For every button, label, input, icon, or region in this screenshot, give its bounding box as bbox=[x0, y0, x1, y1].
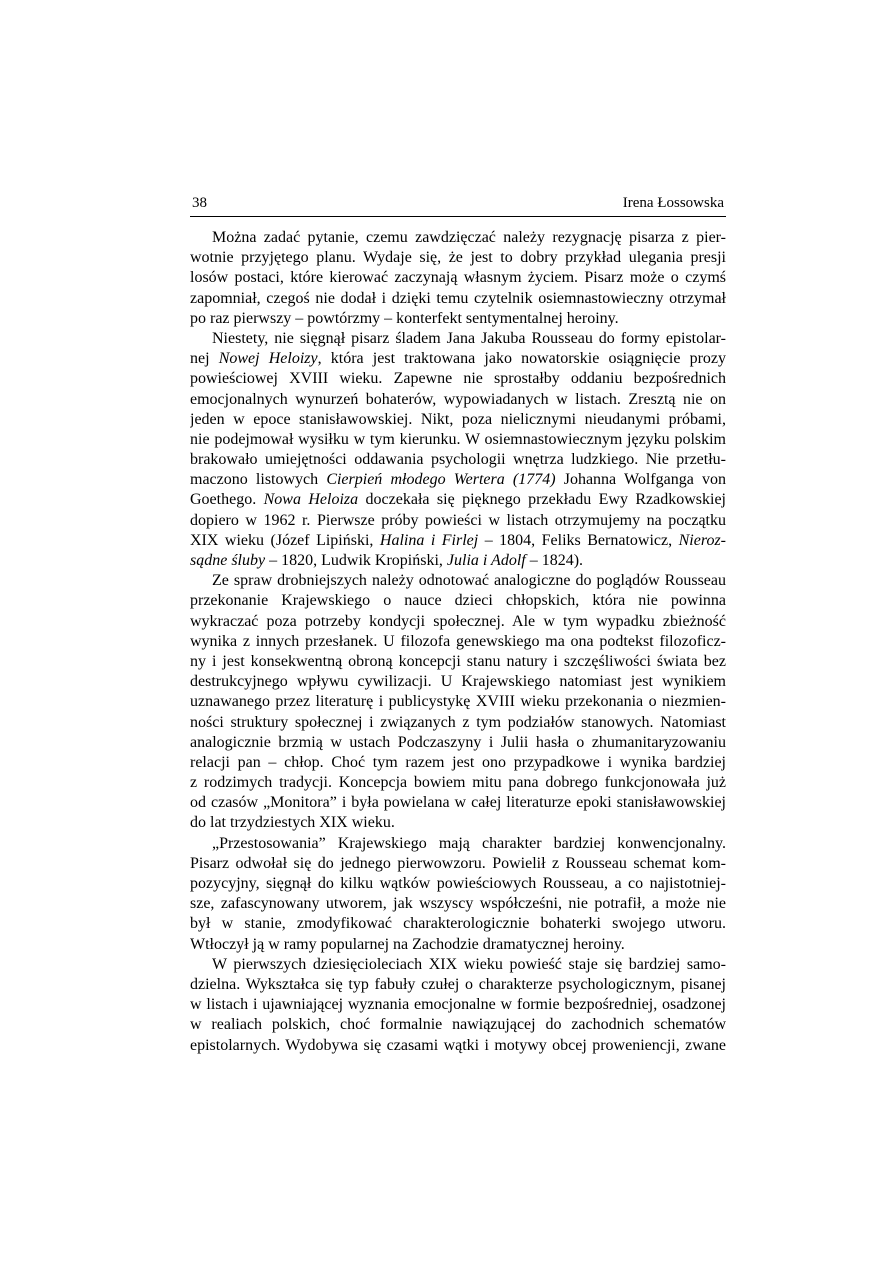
text-line: zapomniał, czegoś nie dodał i dzięki temu czytelnik osiemnastowieczny otrzymał bbox=[190, 289, 726, 307]
page-number: 38 bbox=[192, 195, 207, 211]
text-line: sądne śluby – 1820, Ludwik Kropiński, Julia i Adolf – 1824). bbox=[190, 552, 584, 569]
text-line: epistolarnych. Wydobywa się czasami wątki i motywy obcej proweniencji, zwane bbox=[190, 1036, 726, 1054]
text-line: uznawanego przez literaturę i publicystykę XVIII wieku przekonania o niezmien- bbox=[190, 693, 726, 711]
running-header bbox=[190, 194, 726, 217]
text-line: „Przestosowania” Krajewskiego mają charakter bardziej konwencjonalny. bbox=[212, 834, 726, 852]
text-line: w realiach polskich, choć formalnie nawiązującej do zachodnich schematów bbox=[190, 1016, 726, 1034]
body-text bbox=[190, 228, 726, 1056]
text-line: pozycyjny, sięgnął do kilku wątków powieściowych Rousseau, a co najistotniej- bbox=[190, 875, 726, 892]
text-line: wykraczać poza potrzeby kondycji społecznej. Ale w tym wypadku zbieżność bbox=[190, 612, 726, 630]
text-line: Pisarz odwołał się do jednego pierwowzoru. Powielił z Rousseau schemat kom- bbox=[190, 854, 726, 872]
text-line: Ze spraw drobniejszych należy odnotować analogiczne do poglądów Rousseau bbox=[212, 572, 726, 590]
text-line: maczono listowych Cierpień młodego Wertera (1774) Johanna Wolfganga von bbox=[190, 471, 726, 489]
text-line: od czasów „Monitora” i była powielana w całej literaturze epoki stanisławowskiej bbox=[190, 794, 726, 812]
text-line: Goethego. Nowa Heloiza doczekała się pięknego przekładu Ewy Rzadkowskiej bbox=[190, 491, 726, 509]
text-line: dopiero w 1962 r. Pierwsze próby powieści w listach otrzymujemy na początku bbox=[190, 511, 726, 529]
text-line: Niestety, nie sięgnął pisarz śladem Jana Jakuba Rousseau do formy epistolar- bbox=[212, 329, 726, 347]
text-line: sze, zafascynowany utworem, jak wszyscy współcześni, nie potrafił, a może nie bbox=[190, 895, 726, 913]
text-line: jeden w epoce stanisławowskiej. Nikt, poza nielicznymi nieudanymi próbami, bbox=[190, 410, 726, 428]
text-line: dzielna. Wykształca się typ fabuły czułej o charakterze psychologicznym, pisanej bbox=[190, 975, 726, 993]
text-line: emocjonalnych wynurzeń bohaterów, wypowiadanych w listach. Zresztą nie on bbox=[190, 390, 726, 408]
text-line: powieściowej XVIII wieku. Zapewne nie sprostałby oddaniu bezpośrednich bbox=[190, 370, 726, 388]
text-line: Można zadać pytanie, czemu zawdzięczać należy rezygnację pisarza z pier- bbox=[212, 229, 726, 246]
text-line: nie podejmował wysiłku w tym kierunku. W osiemnastowiecznym języku polskim bbox=[190, 430, 726, 448]
text-line: z rodzimych tradycji. Koncepcja bowiem mitu pana dobrego funkcjonowała już bbox=[190, 774, 726, 792]
text-line: do lat trzydziestych XIX wieku. bbox=[190, 814, 395, 832]
text-line: destrukcyjnego wpływu cywilizacji. U Krajewskiego natomiast jest wynikiem bbox=[190, 673, 726, 691]
running-head-author: Irena Łossowska bbox=[622, 195, 724, 211]
text-line: po raz pierwszy – powtórzmy – konterfekt sentymentalnej heroiny. bbox=[190, 309, 619, 327]
text-line: W pierwszych dziesięcioleciach XIX wieku powieść staje się bardziej samo- bbox=[212, 955, 726, 973]
text-line: losów postaci, które kierować zaczynają własnym życiem. Pisarz może o czymś bbox=[190, 269, 726, 287]
text-line: był w stanie, zmodyfikować charakterologicznie bohaterki swojego utworu. bbox=[190, 915, 726, 933]
text-line: wotnie przyjętego planu. Wydaje się, że jest to dobry przykład ulegania presji bbox=[190, 249, 726, 267]
text-line: analogicznie brzmią w ustach Podczaszyny i Julii hasła o zhumanitaryzowaniu bbox=[190, 733, 726, 751]
text-line: wynika z innych przesłanek. U filozofa genewskiego ma ona podtekst filozoficz- bbox=[190, 632, 726, 650]
text-line: przekonanie Krajewskiego o nauce dzieci chłopskich, która nie powinna bbox=[190, 592, 726, 610]
text-line: nej Nowej Heloizy, która jest traktowana jako nowatorskie osiągnięcie prozy bbox=[190, 350, 726, 368]
text-line: brakowało umiejętności oddawania psychologii wnętrza ludzkiego. Nie przetłu- bbox=[190, 451, 726, 469]
text-line: Wtłoczył ją w ramy popularnej na Zachodzie dramatycznej heroiny. bbox=[190, 935, 625, 953]
text-line: relacji pan – chłop. Choć tym razem jest ono przypadkowe i wynika bardziej bbox=[190, 753, 726, 771]
text-line: ny i jest konsekwentną obroną koncepcji stanu natury i szczęśliwości świata bez bbox=[190, 652, 726, 670]
text-line: XIX wieku (Józef Lipiński, Halina i Firlej – 1804, Feliks Bernatowicz, Nieroz- bbox=[190, 531, 726, 549]
text-line: w listach i ujawniającej wyznania emocjonalne w formie bezpośredniej, osadzonej bbox=[190, 996, 726, 1014]
text-line: ności struktury społecznej i związanych z tym podziałów stanowych. Natomiast bbox=[190, 713, 726, 731]
